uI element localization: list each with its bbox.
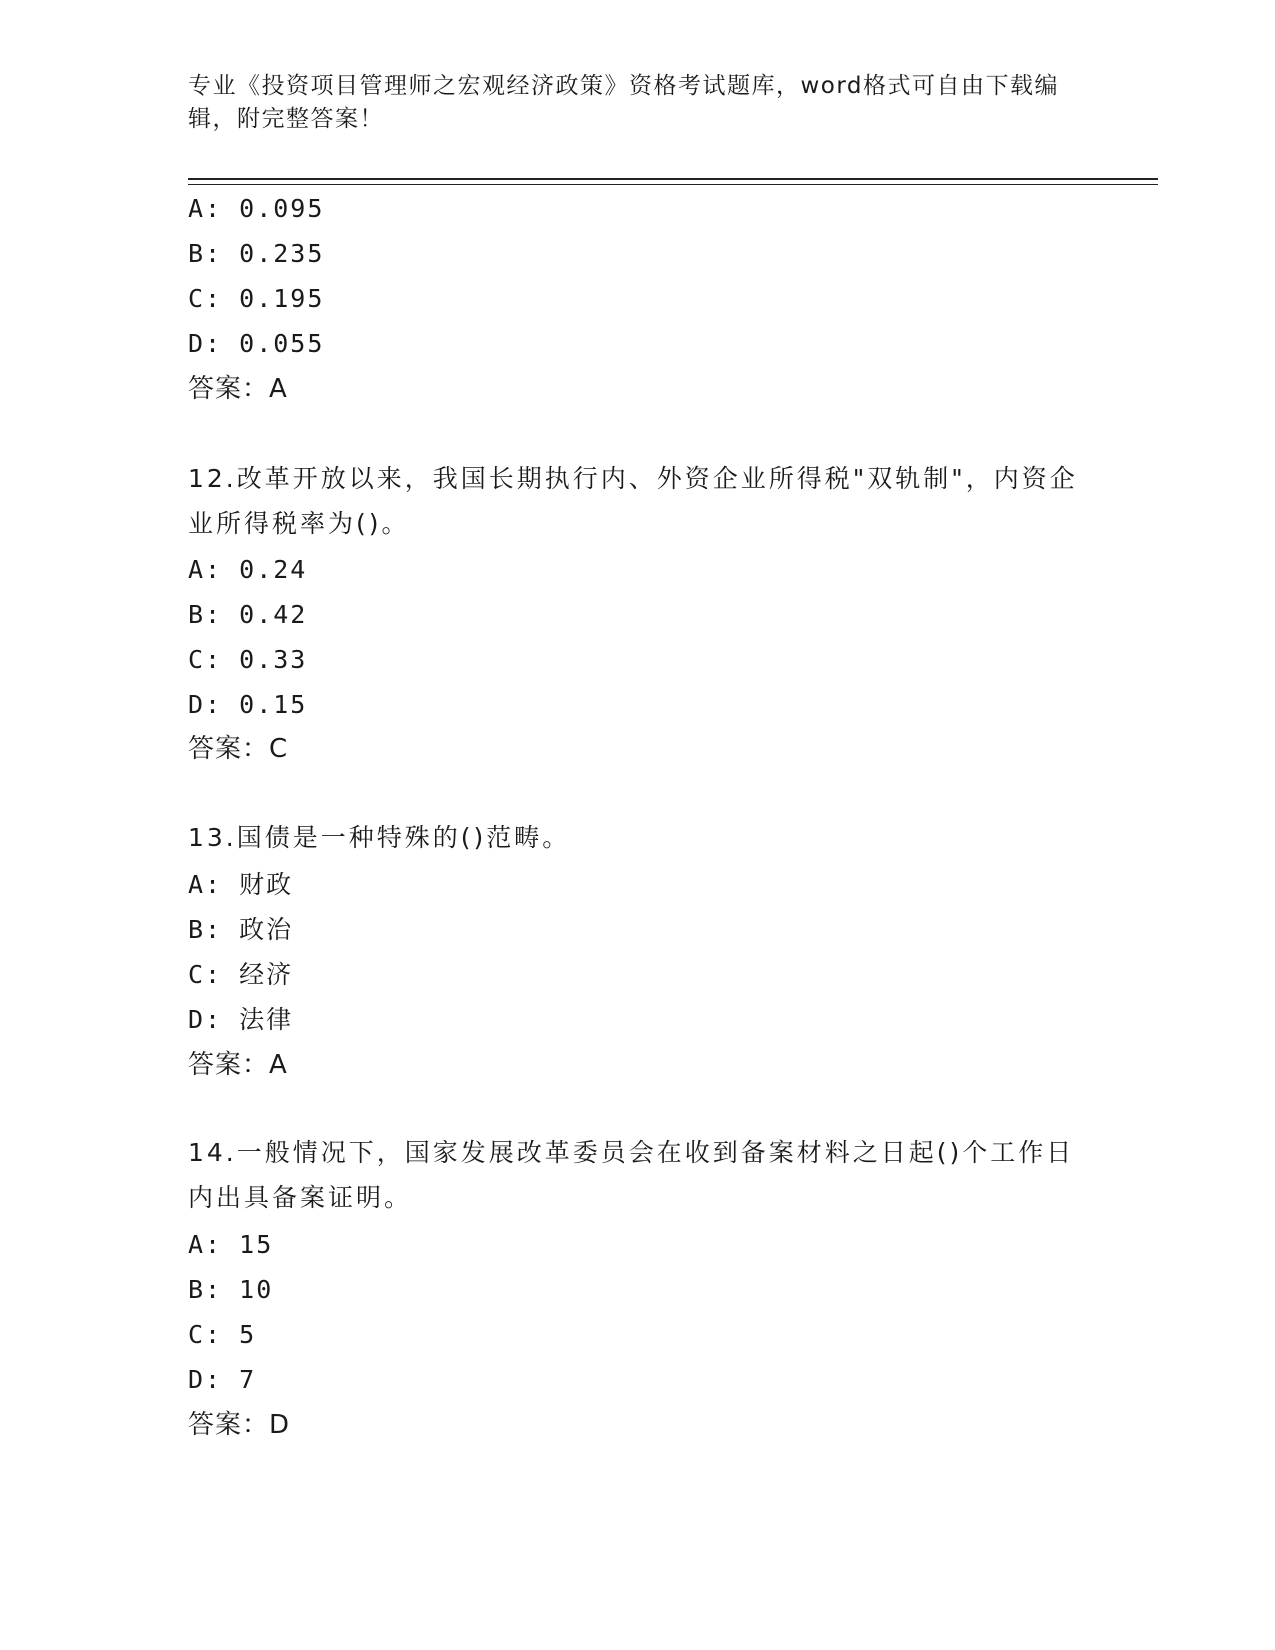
q13-option-d: D: 法律 bbox=[188, 1005, 294, 1034]
q11-answer: 答案：A bbox=[188, 374, 288, 404]
q11-option-c: C: 0.195 bbox=[188, 284, 325, 313]
q14-text: 14.一般情况下，国家发展改革委员会在收到备案材料之日起()个工作日内出具备案证明。 bbox=[188, 1138, 1075, 1212]
q14-answer: 答案：D bbox=[188, 1410, 291, 1440]
q11-option-b: B: 0.235 bbox=[188, 239, 325, 268]
q13-option-c: C: 经济 bbox=[188, 960, 294, 989]
document-header: 专业《投资项目管理师之宏观经济政策》资格考试题库，word格式可自由下载编辑，附完整答案！ bbox=[188, 73, 1060, 132]
q14-option-a: A: 15 bbox=[188, 1230, 274, 1259]
q12-option-a: A: 0.24 bbox=[188, 555, 308, 584]
q14-option-d: D: 7 bbox=[188, 1365, 257, 1394]
q12-option-d: D: 0.15 bbox=[188, 690, 308, 719]
q12-option-c: C: 0.33 bbox=[188, 645, 308, 674]
q13-answer: 答案：A bbox=[188, 1050, 288, 1080]
q11-option-d: D: 0.055 bbox=[188, 329, 325, 358]
q11-option-a: A: 0.095 bbox=[188, 194, 325, 223]
q12-answer: 答案：C bbox=[188, 734, 289, 764]
header-divider bbox=[188, 178, 1158, 185]
q14-option-c: C: 5 bbox=[188, 1320, 257, 1349]
q13-option-b: B: 政治 bbox=[188, 915, 294, 944]
q14-option-b: B: 10 bbox=[188, 1275, 274, 1304]
q13-text: 13.国债是一种特殊的()范畴。 bbox=[188, 823, 571, 852]
q12-text: 12.改革开放以来，我国长期执行内、外资企业所得税"双轨制"，内资企业所得税率为()。 bbox=[188, 464, 1078, 538]
q12-option-b: B: 0.42 bbox=[188, 600, 308, 629]
q13-option-a: A: 财政 bbox=[188, 870, 294, 899]
